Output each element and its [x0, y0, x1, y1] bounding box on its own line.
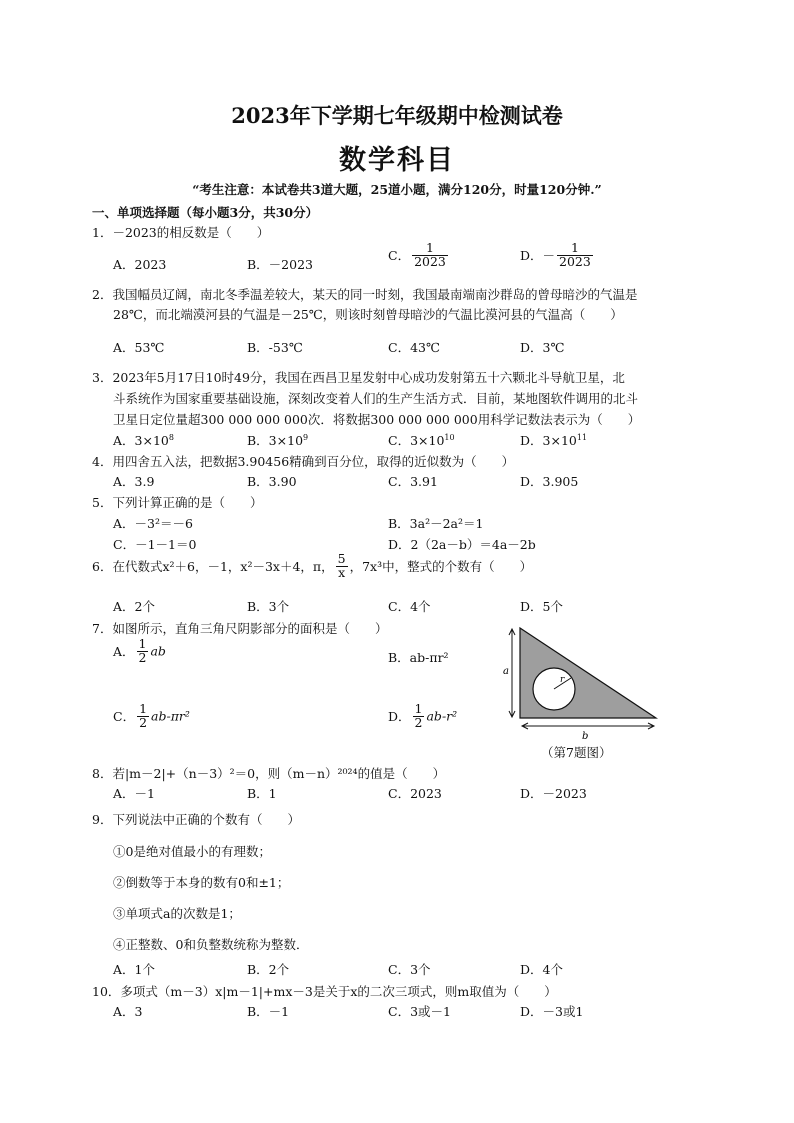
q7-triangle-figure	[498, 622, 664, 746]
q1-d-denominator: 2023	[559, 253, 591, 269]
q6-fraction	[336, 553, 348, 579]
q3-stem-line2: 斗系统作为国家重要基础设施，深刻改变着人们的生产生活方式．目前，某地图软件调用的北斗	[113, 391, 639, 406]
q9-option-a: A．1个	[113, 962, 155, 977]
q5-option-d: D．2（2a－b）＝4a－2b	[388, 537, 536, 552]
q7-c-den: 2	[139, 714, 148, 730]
q8-option-a: A．－1	[113, 786, 155, 801]
q3-a-base: A．3×10	[113, 433, 169, 448]
q6-option-c: C．4个	[388, 599, 431, 614]
q3-d-exp: 11	[576, 432, 588, 442]
q1-option-a: A．2023	[113, 257, 167, 272]
q2-option-c: C．43℃	[388, 340, 440, 355]
q1-c-numerator: 1	[412, 242, 448, 256]
q7-c-fraction	[137, 703, 149, 729]
q9-option-d: D．4个	[520, 962, 563, 977]
q1-option-c	[388, 242, 450, 268]
q8-option-d: D．－2023	[520, 786, 587, 801]
q9-stem: 9．下列说法中正确的个数有（ ）	[92, 812, 300, 827]
q3-b-base: B．3×10	[247, 433, 304, 448]
q7-option-c	[113, 703, 190, 729]
q7-a-tail: ab	[150, 643, 166, 659]
q5-option-a: A．－3²＝－6	[113, 516, 193, 531]
q8-option-c: C．2023	[388, 786, 442, 801]
q7-option-b	[388, 648, 449, 666]
q3-option-b	[247, 431, 308, 449]
exam-title: 2023年下学期七年级期中检测试卷	[231, 103, 563, 128]
q7-c-num: 1	[139, 701, 148, 716]
q8-option-b: B．1	[247, 786, 277, 801]
q4-option-b: B．3.90	[247, 474, 297, 489]
q7-option-d	[388, 703, 457, 729]
q3-stem-line3: 卫星日定位量超300 000 000 000次．将数据300 000 000 000用科学记数法表示为（ ）	[113, 412, 641, 427]
side-b-label: b	[582, 731, 589, 742]
q9-statement-4: ④正整数、0和负整数统称为整数．	[113, 937, 309, 952]
q1-c-denominator: 2023	[414, 253, 446, 269]
q2-option-d: D．3℃	[520, 340, 565, 355]
q2-option-b: B．-53℃	[247, 340, 303, 355]
q6-stem-post: ，7x³中，整式的个数有（ ）	[349, 559, 533, 574]
q7-stem: 7．如图所示，直角三角尺阴影部分的面积是（ ）	[92, 621, 388, 636]
exam-notice: “考生注意：本试卷共3道大题，25道小题，满分120分，时量120分钟.”	[192, 182, 602, 197]
q7-d-fraction	[413, 703, 425, 729]
q3-option-d	[520, 431, 587, 449]
q9-statement-2: ②倒数等于本身的数有0和±1；	[113, 875, 290, 890]
q10-option-a: A．3	[113, 1004, 143, 1019]
q1-option-d-fraction	[557, 242, 593, 268]
q1-option-d	[520, 242, 595, 268]
q10-option-b: B．－1	[247, 1004, 290, 1019]
q4-stem: 4．用四舍五入法，把数据3.90456精确到百分位，取得的近似数为（ ）	[92, 454, 515, 469]
radius-label: r	[560, 675, 565, 685]
q4-option-d: D．3.905	[520, 474, 579, 489]
q8-stem: 8．若|m－2|+（n－3）²＝0，则（m－n）²⁰²⁴的值是（ ）	[92, 766, 446, 781]
q7-d-label: D．	[388, 709, 411, 724]
q3-stem-line1: 3．2023年5月17日10时49分，我国在西昌卫星发射中心成功发射第五十六颗北斗导航卫星，北	[92, 370, 625, 385]
q3-option-a	[113, 431, 174, 449]
q2-stem-line1: 2．我国幅员辽阔，南北冬季温差较大，某天的同一时刻，我国最南端南沙群岛的曾母暗沙的气温是	[92, 287, 638, 302]
q3-a-exp: 8	[168, 432, 174, 442]
q1-option-d-label: D．－	[520, 248, 556, 263]
q10-option-d: D．－3或1	[520, 1004, 584, 1019]
q1-option-c-fraction	[412, 242, 448, 268]
q7-c-label: C．	[113, 709, 136, 724]
q3-option-c	[388, 431, 455, 449]
q1-option-c-label: C．	[388, 248, 411, 263]
q5-option-c: C．－1－1＝0	[113, 537, 197, 552]
q6-stem-pre: 6．在代数式x²＋6，－1，x²－3x＋4，π，	[92, 559, 334, 574]
q6-option-d: D．5个	[520, 599, 563, 614]
section-heading: 一、单项选择题（每小题3分，共30分）	[92, 205, 319, 220]
q4-option-a: A．3.9	[113, 474, 155, 489]
q7-a-fraction	[137, 638, 149, 664]
q7-b-text: B．ab-πr²	[388, 650, 449, 665]
q7-c-tail: ab-πr²	[151, 708, 190, 724]
q6-stem	[92, 553, 532, 579]
q3-c-exp: 10	[444, 432, 455, 442]
q1-stem: 1．－2023的相反数是（ ）	[92, 225, 270, 240]
q7-d-den: 2	[414, 714, 423, 730]
q7-a-num: 1	[138, 636, 147, 651]
q6-option-b: B．3个	[247, 599, 290, 614]
q2-option-a: A．53℃	[113, 340, 165, 355]
q3-d-base: D．3×10	[520, 433, 577, 448]
q7-d-num: 1	[414, 701, 423, 716]
q9-option-b: B．2个	[247, 962, 290, 977]
q1-option-b: B．－2023	[247, 257, 313, 272]
q7-d-tail: ab-r²	[426, 708, 458, 724]
q3-b-exp: 9	[303, 432, 309, 442]
q7-a-label: A．	[113, 644, 135, 659]
q9-statement-1: ①0是绝对值最小的有理数；	[113, 844, 271, 859]
q5-stem: 5．下列计算正确的是（ ）	[92, 495, 263, 510]
q7-a-den: 2	[138, 649, 147, 665]
q7-option-a	[113, 638, 166, 664]
q6-frac-numerator: 5	[337, 551, 346, 566]
q9-option-c: C．3个	[388, 962, 431, 977]
q4-option-c: C．3.91	[388, 474, 438, 489]
q10-option-c: C．3或－1	[388, 1004, 451, 1019]
q5-option-b: B．3a²－2a²＝1	[388, 516, 484, 531]
subject-title: 数学科目	[339, 145, 455, 176]
q1-d-numerator: 1	[557, 242, 593, 256]
side-a-label: a	[503, 666, 509, 677]
q7-figure-caption: （第7题图）	[541, 745, 612, 760]
q9-statement-3: ③单项式a的次数是1；	[113, 906, 241, 921]
q6-frac-denominator: x	[338, 564, 346, 580]
q3-c-base: C．3×10	[388, 433, 445, 448]
q10-stem: 10．多项式（m－3）x|m－1|+mx－3是关于x的二次三项式，则m取值为（ ）	[92, 984, 557, 999]
q2-stem-line2: 28℃，而北端漠河县的气温是－25℃，则该时刻曾母暗沙的气温比漠河县的气温高（ ）	[113, 307, 623, 322]
q6-option-a: A．2个	[113, 599, 155, 614]
